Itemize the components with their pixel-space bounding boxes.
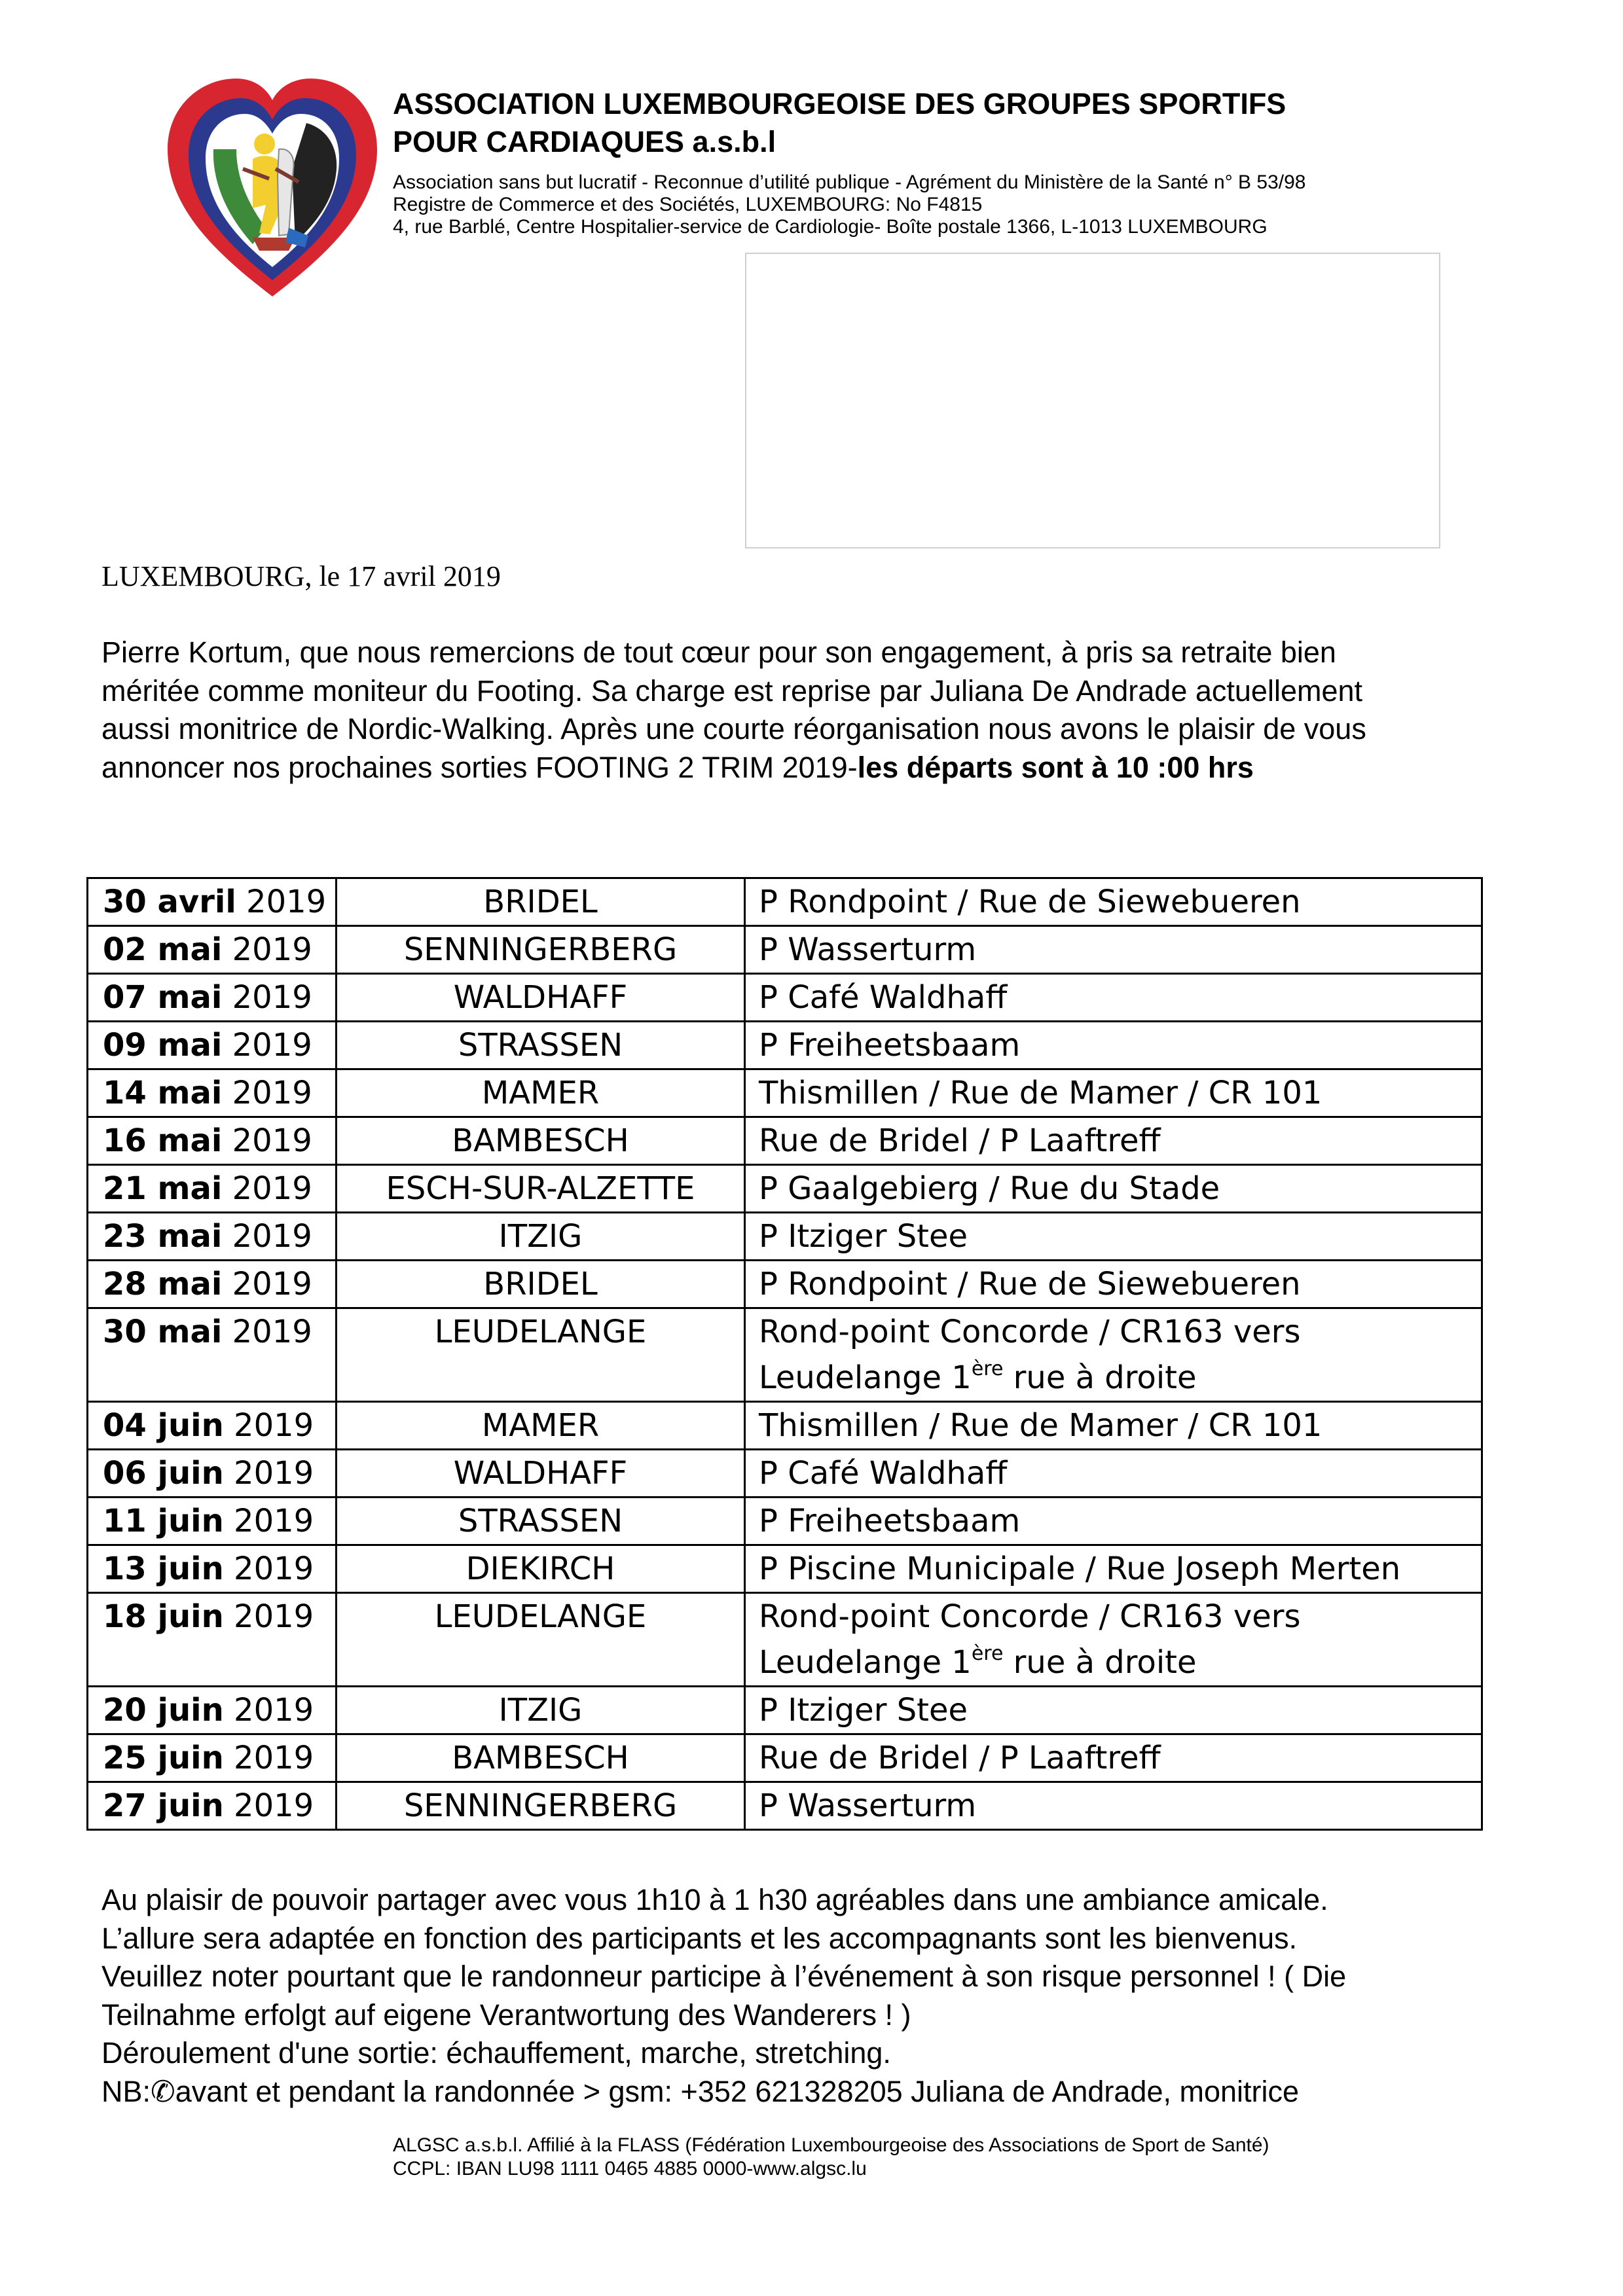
- schedule-row: [88, 1498, 1482, 1545]
- org-meta-line-1: Association sans but lucratif - Reconnue d’utilité publique - Agrément du Ministère de la Santé n° B 53/98: [393, 171, 1306, 193]
- schedule-day-month: 09 mai: [103, 1027, 223, 1064]
- intro-line-4-text: annoncer nos prochaines sorties FOOTING 2 TRIM 2019-: [101, 750, 858, 784]
- schedule-date: [88, 1165, 337, 1213]
- meeting-point-line-1: P Café Waldhaff: [759, 979, 1008, 1016]
- schedule-meeting-point: [745, 1498, 1482, 1545]
- schedule-day-month: 21 mai: [103, 1170, 223, 1207]
- schedule-meeting-point: [745, 1308, 1482, 1402]
- schedule-row: [88, 1117, 1482, 1165]
- meeting-point-line-1: P Wasserturm: [759, 1787, 977, 1824]
- schedule-meeting-point: [745, 1450, 1482, 1498]
- schedule-day-month: 02 mai: [103, 931, 223, 968]
- schedule-year: 2019: [223, 1598, 314, 1635]
- schedule-day-month: 04 juin: [103, 1407, 224, 1444]
- ordinal-superscript: ère: [971, 1642, 1004, 1665]
- schedule-year: 2019: [223, 1692, 314, 1729]
- schedule-city: ESCH-SUR-ALZETTE: [337, 1165, 745, 1213]
- meeting-point-line-1: P Café Waldhaff: [759, 1455, 1008, 1492]
- schedule-year: 2019: [223, 1455, 314, 1492]
- closing-line-5: Déroulement d'une sortie: échauffement, marche, stretching.: [101, 2036, 891, 2070]
- schedule-date: [88, 1261, 337, 1308]
- schedule-day-month: 14 mai: [103, 1075, 223, 1111]
- schedule-row: [88, 1687, 1482, 1734]
- schedule-day-month: 13 juin: [103, 1551, 224, 1587]
- organization-details: [393, 171, 1305, 238]
- schedule-year: 2019: [223, 1503, 314, 1539]
- schedule-date: [88, 878, 337, 926]
- schedule-row: [88, 1734, 1482, 1782]
- closing-line-6: [101, 2073, 1346, 2111]
- meeting-point-line-1: P Freiheetsbaam: [759, 1503, 1021, 1539]
- schedule-meeting-point: [745, 926, 1482, 974]
- schedule-row: [88, 1308, 1482, 1402]
- meeting-point-line-1: Rond-point Concorde / CR163 vers: [759, 1598, 1301, 1635]
- schedule-city: LEUDELANGE: [337, 1593, 745, 1687]
- schedule-year: 2019: [223, 1787, 314, 1824]
- schedule-year: 2019: [223, 1407, 314, 1444]
- schedule-day-month: 23 mai: [103, 1218, 223, 1255]
- schedule-row: [88, 1545, 1482, 1593]
- schedule-meeting-point: [745, 1545, 1482, 1593]
- meeting-point-line-1: Rond-point Concorde / CR163 vers: [759, 1314, 1301, 1350]
- schedule-row: [88, 1402, 1482, 1450]
- meeting-point-line-2-a: Leudelange 1: [759, 1644, 972, 1681]
- org-name-line-1: ASSOCIATION LUXEMBOURGEOISE DES GROUPES SPORTIFS: [393, 87, 1286, 120]
- association-logo: [155, 71, 390, 306]
- schedule-city: SENNINGERBERG: [337, 926, 745, 974]
- schedule-day-month: 20 juin: [103, 1692, 224, 1729]
- schedule-date: [88, 1069, 337, 1117]
- meeting-point-line-1: P Freiheetsbaam: [759, 1027, 1021, 1064]
- schedule-meeting-point: [745, 1402, 1482, 1450]
- schedule-year: 2019: [222, 979, 312, 1016]
- departure-time-note: les départs sont à 10 :00 hrs: [857, 750, 1254, 784]
- meeting-point-line-1: P Rondpoint / Rue de Siewebueren: [759, 1266, 1301, 1302]
- footer-line-1: ALGSC a.s.b.l. Affilié à la FLASS (Fédération Luxembourgeoise des Associations de Sport de Santé): [393, 2134, 1269, 2156]
- schedule-row: [88, 878, 1482, 926]
- closing-line-3: Veuillez noter pourtant que le randonneur participe à l’événement à son risque personnel ! ( Die: [101, 1960, 1347, 1993]
- schedule-meeting-point: [745, 1213, 1482, 1261]
- schedule-row: [88, 1450, 1482, 1498]
- schedule-date: [88, 1545, 337, 1593]
- schedule-city: LEUDELANGE: [337, 1308, 745, 1402]
- schedule-day-month: 16 mai: [103, 1122, 223, 1159]
- schedule-date: [88, 926, 337, 974]
- schedule-day-month: 18 juin: [103, 1598, 224, 1635]
- footing-schedule-table: [86, 877, 1483, 1831]
- address-window-box: [745, 253, 1440, 548]
- schedule-year: 2019: [223, 1551, 314, 1587]
- org-name-line-2: POUR CARDIAQUES a.s.b.l: [393, 125, 776, 158]
- schedule-year: 2019: [222, 1218, 312, 1255]
- schedule-city: BRIDEL: [337, 1261, 745, 1308]
- meeting-point-line-2-b: rue à droite: [1003, 1359, 1197, 1396]
- schedule-date: [88, 1022, 337, 1069]
- schedule-meeting-point: [745, 1165, 1482, 1213]
- closing-line-4: Teilnahme erfolgt auf eigene Verantwortung des Wanderers ! ): [101, 1998, 911, 2032]
- schedule-meeting-point: [745, 1022, 1482, 1069]
- schedule-row: [88, 1069, 1482, 1117]
- schedule-date: [88, 1117, 337, 1165]
- meeting-point-line-2: [759, 1640, 1481, 1685]
- meeting-point-line-2-b: rue à droite: [1003, 1644, 1197, 1681]
- schedule-year: 2019: [222, 1314, 312, 1350]
- schedule-row: [88, 1782, 1482, 1830]
- schedule-year: 2019: [223, 1740, 314, 1776]
- schedule-meeting-point: [745, 1069, 1482, 1117]
- meeting-point-line-1: Rue de Bridel / P Laaftreff: [759, 1122, 1161, 1159]
- schedule-year: 2019: [222, 1266, 312, 1302]
- schedule-date: [88, 974, 337, 1022]
- phone-icon: ✆: [151, 2074, 175, 2108]
- schedule-row: [88, 926, 1482, 974]
- schedule-row: [88, 1593, 1482, 1687]
- schedule-date: [88, 1402, 337, 1450]
- schedule-date: [88, 1782, 337, 1830]
- closing-paragraph: [101, 1881, 1346, 2111]
- closing-line-2: L’allure sera adaptée en fonction des participants et les accompagnants sont les bienvenus.: [101, 1921, 1298, 1955]
- meeting-point-line-1: Thismillen / Rue de Mamer / CR 101: [759, 1407, 1322, 1444]
- schedule-meeting-point: [745, 974, 1482, 1022]
- intro-paragraph: [101, 634, 1561, 787]
- schedule-date: [88, 1593, 337, 1687]
- schedule-meeting-point: [745, 1593, 1482, 1687]
- letter-date: LUXEMBOURG, le 17 avril 2019: [101, 560, 501, 592]
- schedule-row: [88, 1165, 1482, 1213]
- intro-line-1: Pierre Kortum, que nous remercions de tout cœur pour son engagement, à pris sa retraite bien: [101, 636, 1336, 669]
- meeting-point-line-1: P Wasserturm: [759, 931, 977, 968]
- schedule-city: STRASSEN: [337, 1498, 745, 1545]
- schedule-city: ITZIG: [337, 1687, 745, 1734]
- schedule-day-month: 07 mai: [103, 979, 223, 1016]
- page-footer: [393, 2134, 1269, 2181]
- schedule-date: [88, 1687, 337, 1734]
- schedule-day-month: 06 juin: [103, 1455, 224, 1492]
- schedule-day-month: 27 juin: [103, 1787, 224, 1824]
- meeting-point-line-1: Rue de Bridel / P Laaftreff: [759, 1740, 1161, 1776]
- schedule-day-month: 30 avril: [103, 884, 236, 920]
- schedule-row: [88, 1261, 1482, 1308]
- schedule-year: 2019: [222, 1075, 312, 1111]
- meeting-point-line-2-a: Leudelange 1: [759, 1359, 972, 1396]
- meeting-point-line-1: P Piscine Municipale / Rue Joseph Merten: [759, 1551, 1401, 1587]
- meeting-point-line-1: P Gaalgebierg / Rue du Stade: [759, 1170, 1220, 1207]
- schedule-city: BAMBESCH: [337, 1117, 745, 1165]
- schedule-row: [88, 974, 1482, 1022]
- schedule-city: MAMER: [337, 1402, 745, 1450]
- org-meta-line-3: 4, rue Barblé, Centre Hospitalier-service de Cardiologie- Boîte postale 1366, L-1013 LUXEMBOURG: [393, 216, 1267, 238]
- schedule-day-month: 28 mai: [103, 1266, 223, 1302]
- contact-info: avant et pendant la randonnée > gsm: +352 621328205 Juliana de Andrade, monitrice: [175, 2074, 1300, 2108]
- schedule-date: [88, 1498, 337, 1545]
- schedule-year: 2019: [222, 1122, 312, 1159]
- schedule-day-month: 25 juin: [103, 1740, 224, 1776]
- schedule-city: MAMER: [337, 1069, 745, 1117]
- intro-line-2: méritée comme moniteur du Footing. Sa charge est reprise par Juliana De Andrade actuellement: [101, 673, 1363, 708]
- meeting-point-line-1: P Itziger Stee: [759, 1692, 968, 1729]
- schedule-city: WALDHAFF: [337, 1450, 745, 1498]
- schedule-city: DIEKIRCH: [337, 1545, 745, 1593]
- schedule-meeting-point: [745, 1117, 1482, 1165]
- schedule-city: STRASSEN: [337, 1022, 745, 1069]
- schedule-date: [88, 1450, 337, 1498]
- schedule-city: BRIDEL: [337, 878, 745, 926]
- schedule-date: [88, 1213, 337, 1261]
- intro-line-4: [101, 749, 1561, 787]
- schedule-year: 2019: [236, 884, 327, 920]
- schedule-meeting-point: [745, 1782, 1482, 1830]
- schedule-day-month: 30 mai: [103, 1314, 223, 1350]
- schedule-year: 2019: [222, 931, 312, 968]
- schedule-row: [88, 1213, 1482, 1261]
- meeting-point-line-1: P Itziger Stee: [759, 1218, 968, 1255]
- schedule-year: 2019: [222, 1170, 312, 1207]
- meeting-point-line-1: P Rondpoint / Rue de Siewebueren: [759, 884, 1301, 920]
- schedule-city: SENNINGERBERG: [337, 1782, 745, 1830]
- schedule-meeting-point: [745, 878, 1482, 926]
- organization-name: [393, 85, 1286, 161]
- meeting-point-line-2: [759, 1355, 1481, 1401]
- nb-label: NB:: [101, 2074, 151, 2108]
- schedule-meeting-point: [745, 1261, 1482, 1308]
- heart-logo-icon: [155, 71, 390, 306]
- schedule-city: WALDHAFF: [337, 974, 745, 1022]
- meeting-point-line-1: Thismillen / Rue de Mamer / CR 101: [759, 1075, 1322, 1111]
- intro-line-3: aussi monitrice de Nordic-Walking. Après une courte réorganisation nous avons le plaisir de vous: [101, 712, 1366, 745]
- ordinal-superscript: ère: [971, 1357, 1004, 1380]
- schedule-row: [88, 1022, 1482, 1069]
- schedule-year: 2019: [222, 1027, 312, 1064]
- footer-line-2: CCPL: IBAN LU98 1111 0465 4885 0000-www.algsc.lu: [393, 2158, 867, 2179]
- schedule-day-month: 11 juin: [103, 1503, 224, 1539]
- schedule-date: [88, 1734, 337, 1782]
- schedule-meeting-point: [745, 1734, 1482, 1782]
- schedule-city: ITZIG: [337, 1213, 745, 1261]
- schedule-meeting-point: [745, 1687, 1482, 1734]
- schedule-city: BAMBESCH: [337, 1734, 745, 1782]
- org-meta-line-2: Registre de Commerce et des Sociétés, LUXEMBOURG: No F4815: [393, 194, 983, 215]
- schedule-date: [88, 1308, 337, 1402]
- closing-line-1: Au plaisir de pouvoir partager avec vous 1h10 à 1 h30 agréables dans une ambiance amicale.: [101, 1883, 1328, 1916]
